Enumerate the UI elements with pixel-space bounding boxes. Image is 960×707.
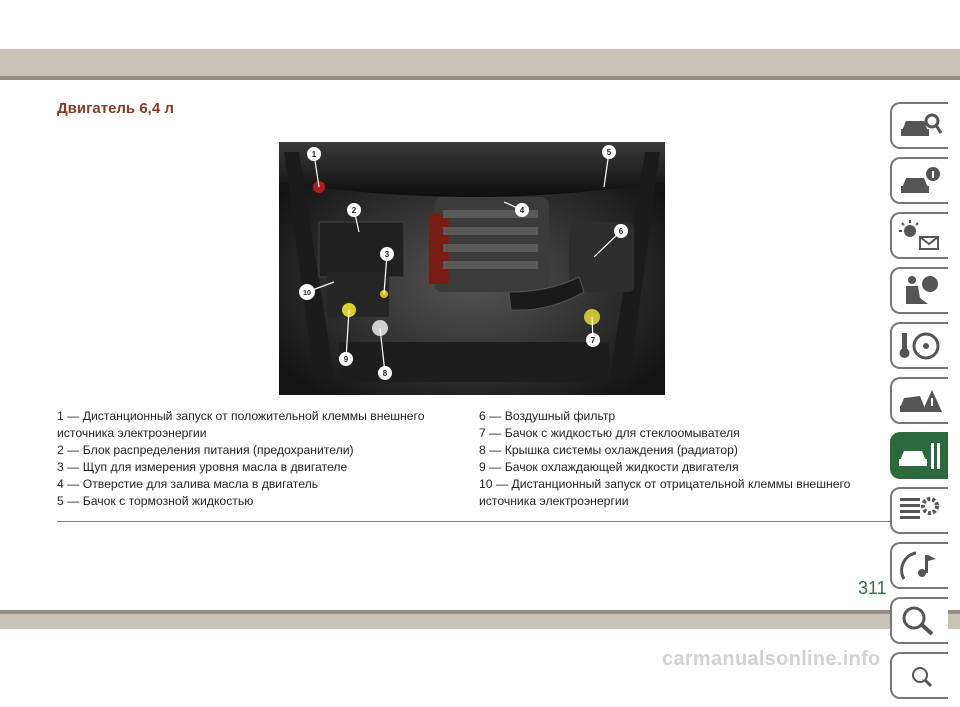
legend-item: 2 — Блок распределения питания (предохранители) [57, 443, 354, 457]
callout-8 [378, 366, 392, 380]
legend-item: 8 — Крышка системы охлаждения (радиатор) [479, 443, 738, 457]
tab-servicing-maintenance[interactable] [890, 432, 948, 479]
section-title: Двигатель 6,4 л [57, 100, 174, 117]
section-divider [57, 521, 890, 522]
bottom-footer-band [0, 614, 960, 629]
tab-customer-assistance[interactable] [890, 597, 948, 644]
watermark: carmanualsonline.info [662, 648, 881, 670]
engine-bay-photo [279, 142, 665, 395]
svg-text:3: 3 [384, 250, 390, 259]
specifications-gear-icon [898, 494, 942, 528]
tab-specifications[interactable] [890, 487, 948, 534]
svg-text:6: 6 [618, 227, 624, 236]
svg-text:1: 1 [311, 150, 317, 159]
warning-light-message-icon [898, 219, 942, 253]
top-header-band [0, 49, 960, 76]
callout-9 [339, 352, 353, 366]
tab-warning-lights[interactable] [890, 212, 948, 259]
legend-item: 5 — Бачок с тормозной жидкостью [57, 494, 254, 508]
legend-item: 10 — Дистанционный запуск от отрицательной клеммы внешнего источника электроэнергии [479, 477, 851, 508]
top-header-rule [0, 76, 960, 80]
key-steering-wheel-icon [898, 329, 942, 363]
legend-item: 7 — Бачок с жидкостью для стеклоомывателя [479, 426, 740, 440]
legend-item: 9 — Бачок охлаждающей жидкости двигателя [479, 460, 739, 474]
legend-item: 6 — Воздушный фильтр [479, 409, 616, 423]
svg-text:10: 10 [303, 290, 311, 297]
svg-text:8: 8 [382, 369, 388, 378]
page-number: 311 [858, 578, 887, 598]
tab-multimedia[interactable] [890, 542, 948, 589]
chapter-tabs [890, 102, 960, 707]
multimedia-music-icon [898, 549, 942, 583]
car-info-icon [898, 164, 942, 198]
tab-emergency[interactable] [890, 377, 948, 424]
svg-text:5: 5 [606, 148, 612, 157]
car-tools-icon [898, 439, 942, 473]
legend-item: 4 — Отверстие для залива масла в двигатель [57, 477, 319, 491]
tab-safety[interactable] [890, 267, 948, 314]
legend-left-column [57, 408, 457, 510]
magnifier-index-icon [898, 604, 942, 638]
callout-6 [614, 224, 628, 238]
car-crash-warning-icon [898, 384, 942, 418]
callout-2 [347, 203, 361, 217]
legend-right-column [479, 408, 879, 510]
language-letters-icon [898, 659, 942, 693]
svg-text:7: 7 [590, 336, 596, 345]
svg-text:2: 2 [351, 206, 357, 215]
legend-item: 3 — Щуп для измерения уровня масла в двигателе [57, 460, 348, 474]
callout-4 [515, 203, 529, 217]
tab-car-info[interactable] [890, 157, 948, 204]
callout-5 [602, 145, 616, 159]
callout-10 [299, 284, 315, 300]
svg-text:9: 9 [343, 355, 349, 364]
legend-item: 1 — Дистанционный запуск от положительной клеммы внешнего источника электроэнергии [57, 409, 425, 440]
callout-1 [307, 147, 321, 161]
callout-7 [586, 333, 600, 347]
callout-3 [380, 247, 394, 261]
car-search-icon [898, 109, 942, 143]
tab-index[interactable] [890, 652, 948, 699]
airbag-seat-icon [898, 274, 942, 308]
svg-text:4: 4 [519, 206, 525, 215]
tab-start-drive[interactable] [890, 322, 948, 369]
tab-car-search[interactable] [890, 102, 948, 149]
